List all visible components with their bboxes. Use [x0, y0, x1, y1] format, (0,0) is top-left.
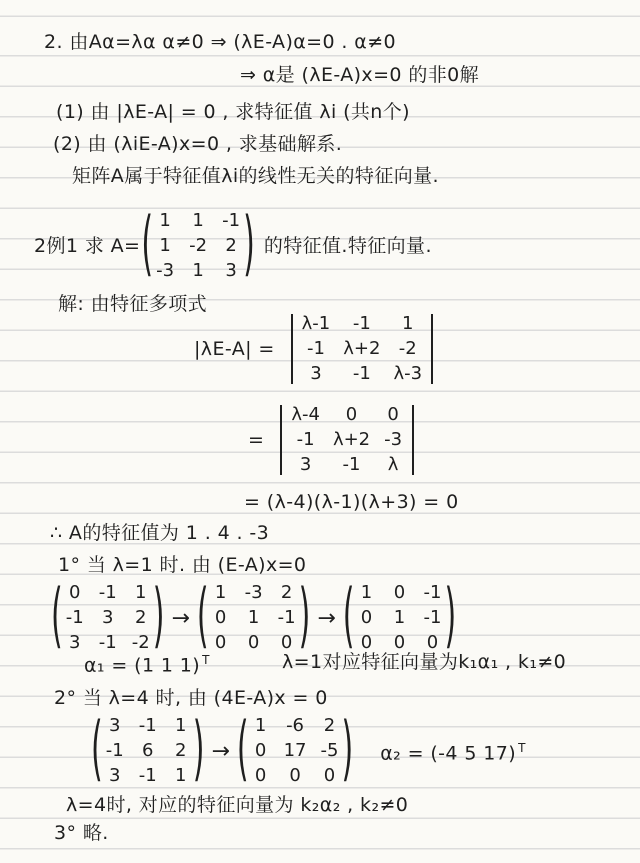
- determinant-step-1: [194, 305, 441, 393]
- matrix-cell: 0: [345, 404, 358, 425]
- matrix-cell: 1: [192, 210, 204, 231]
- left-paren-icon: (: [141, 203, 154, 286]
- matrix-cell: λ-1: [301, 313, 331, 334]
- alpha2-value: α₂ = (-4 5 17): [380, 742, 517, 765]
- matrix-cell: 2: [134, 607, 147, 628]
- matrix-cell: 2: [323, 715, 336, 736]
- matrix-cell: 2: [225, 235, 237, 256]
- matrix-cell: 1: [247, 607, 260, 628]
- matrix-cell: -1: [105, 740, 124, 761]
- right-paren-icon: ): [243, 203, 255, 286]
- matrix-cell: -2: [398, 338, 417, 359]
- matrix-cell: -1: [306, 338, 325, 359]
- matrix-cell: 1: [134, 582, 147, 603]
- left-paren-icon: (: [342, 575, 355, 658]
- transpose-sup: T: [202, 653, 210, 667]
- matrix-cell: 0: [214, 607, 227, 628]
- matrix-cell: 1: [174, 765, 187, 786]
- right-paren-icon: ): [341, 708, 354, 791]
- matrix-cell: -1: [277, 607, 296, 628]
- matrix-cell: 3: [225, 260, 237, 281]
- matrix-cell: 1: [192, 260, 204, 281]
- matrix-cell: -1: [65, 607, 84, 628]
- step-2: (2) 由 (λiE-A)x=0 , 求基础解系.: [53, 133, 343, 155]
- left-paren-icon: (: [196, 575, 209, 658]
- determinant-1-grid: [301, 312, 423, 386]
- matrix-cell: -6: [286, 715, 305, 736]
- matrix-cell: 1: [393, 607, 406, 628]
- left-paren-icon: (: [91, 708, 103, 791]
- matrix-cell: -1: [222, 210, 241, 231]
- case3-line: 3° 略.: [54, 822, 109, 844]
- case1-conclusion: λ=1对应特征向量为k₁α₁ , k₁≠0: [282, 651, 567, 673]
- case1-matrix-1-grid: [64, 581, 152, 655]
- matrix-cell: 0: [426, 632, 439, 653]
- transpose-sup: T: [518, 741, 526, 756]
- matrix-cell: 1: [159, 210, 171, 231]
- left-paren-icon: (: [51, 575, 63, 658]
- matrix-cell: -1: [423, 607, 442, 628]
- matrix-cell: 2: [280, 582, 293, 603]
- case1-matrix-3: [342, 575, 457, 658]
- matrix-cell: 3: [310, 363, 322, 384]
- matrix-cell: -2: [189, 235, 208, 256]
- matrix-cell: 17: [283, 740, 307, 761]
- note-line: 矩阵A属于特征值λi的线性无关的特征向量.: [72, 165, 439, 187]
- matrix-cell: -1: [423, 582, 442, 603]
- intro-line-2: ⇒ α是 (λE-A)x=0 的非0解: [240, 64, 480, 86]
- matrix-cell: -3: [244, 582, 263, 603]
- matrix-cell: 1: [360, 582, 373, 603]
- matrix-cell: 0: [387, 404, 399, 425]
- arrow-icon: →: [211, 738, 230, 764]
- matrix-cell: 0: [254, 740, 267, 761]
- matrix-cell: λ-4: [291, 404, 320, 425]
- matrix-cell: -1: [296, 429, 315, 450]
- matrix-cell: -1: [98, 582, 117, 603]
- determinant-2-grid: [290, 403, 404, 477]
- case2-eigenvector: [380, 736, 526, 765]
- right-paren-icon: ): [152, 575, 165, 658]
- matrix-cell: 0: [360, 607, 373, 628]
- matrix-cell: 3: [101, 607, 114, 628]
- case1-matrix-2-grid: [210, 581, 298, 655]
- matrix-cell: λ+2: [343, 338, 381, 359]
- factored-equation: = (λ-4)(λ-1)(λ+3) = 0: [244, 491, 459, 513]
- case1-eigenvector: [84, 648, 210, 677]
- case2-row-reduction: [90, 708, 526, 794]
- matrix-cell: -3: [156, 260, 175, 281]
- matrix-cell: 3: [108, 765, 121, 786]
- matrix-cell: 0: [247, 632, 260, 653]
- matrix-cell: 1: [254, 715, 267, 736]
- right-paren-icon: ): [192, 708, 205, 791]
- matrix-cell: 0: [254, 765, 267, 786]
- det-bar-icon: [431, 314, 433, 384]
- matrix-cell: 1: [214, 582, 227, 603]
- case2-matrix-2-grid: [250, 714, 341, 788]
- matrix-cell: 0: [68, 582, 81, 603]
- example-prefix: 2例1 求 A=: [34, 235, 141, 257]
- matrix-cell: 0: [323, 765, 336, 786]
- determinant-2: [272, 403, 422, 477]
- matrix-cell: 3: [68, 632, 81, 653]
- step-1: (1) 由 |λE-A| = 0 , 求特征值 λi (共n个): [56, 101, 410, 123]
- matrix-A-grid: [154, 209, 242, 283]
- intro-line-1: 2. 由Aα=λα α≠0 ⇒ (λE-A)α=0 . α≠0: [44, 31, 397, 53]
- determinant-step-2: [248, 396, 422, 484]
- det-lhs: |λE-A| =: [194, 338, 275, 360]
- matrix-cell: -2: [131, 632, 150, 653]
- matrix-cell: 0: [280, 632, 293, 653]
- matrix-cell: -3: [384, 429, 403, 450]
- matrix-cell: 0: [214, 632, 227, 653]
- det-bar-icon: [291, 314, 293, 384]
- eigenvalues-line: ∴ A的特征值为 1 . 4 . -3: [50, 522, 270, 544]
- case2-matrix-1-grid: [104, 714, 192, 788]
- matrix-cell: -5: [320, 740, 339, 761]
- case1-matrix-3-grid: [355, 581, 443, 655]
- matrix-cell: -1: [98, 632, 117, 653]
- matrix-cell: 1: [159, 235, 171, 256]
- matrix-cell: 0: [393, 582, 406, 603]
- matrix-cell: 3: [299, 454, 312, 475]
- equals-sign: =: [248, 429, 265, 451]
- case1-matrix-2: [196, 575, 311, 658]
- det-bar-icon: [412, 405, 414, 475]
- alpha1-value: α₁ = (1 1 1): [84, 654, 201, 677]
- matrix-cell: λ-3: [393, 363, 423, 384]
- matrix-cell: 3: [108, 715, 121, 736]
- matrix-cell: 0: [289, 765, 301, 786]
- solution-label: 解: 由特征多项式: [58, 293, 208, 315]
- matrix-cell: -1: [138, 715, 157, 736]
- case2-matrix-1: [90, 708, 205, 791]
- matrix-cell: 0: [393, 632, 406, 653]
- matrix-cell: -1: [342, 454, 361, 475]
- matrix-cell: -1: [352, 313, 371, 334]
- matrix-cell: λ: [387, 454, 399, 475]
- case2-heading: 2° 当 λ=4 时, 由 (4E-A)x = 0: [54, 687, 328, 709]
- case1-heading: 1° 当 λ=1 时. 由 (E-A)x=0: [58, 554, 307, 576]
- matrix-cell: 1: [402, 313, 414, 334]
- case2-matrix-2: [236, 708, 354, 791]
- example-suffix: 的特征值.特征向量.: [263, 235, 432, 257]
- arrow-icon: →: [317, 605, 336, 631]
- matrix-cell: λ+2: [332, 429, 371, 450]
- right-paren-icon: ): [444, 575, 457, 658]
- case1-matrix-1: [50, 575, 165, 658]
- det-bar-icon: [280, 405, 282, 475]
- left-paren-icon: (: [236, 708, 249, 791]
- matrix-cell: -1: [352, 363, 371, 384]
- matrix-cell: 6: [141, 740, 154, 761]
- matrix-cell: 2: [174, 740, 187, 761]
- matrix-A: [140, 203, 255, 286]
- matrix-cell: 0: [360, 632, 373, 653]
- matrix-cell: 1: [174, 715, 187, 736]
- case2-conclusion: λ=4时, 对应的特征向量为 k₂α₂ , k₂≠0: [66, 794, 409, 816]
- example-statement: [34, 204, 432, 288]
- arrow-icon: →: [171, 605, 190, 631]
- determinant-1: [283, 312, 441, 386]
- right-paren-icon: ): [298, 575, 311, 658]
- matrix-cell: -1: [138, 765, 157, 786]
